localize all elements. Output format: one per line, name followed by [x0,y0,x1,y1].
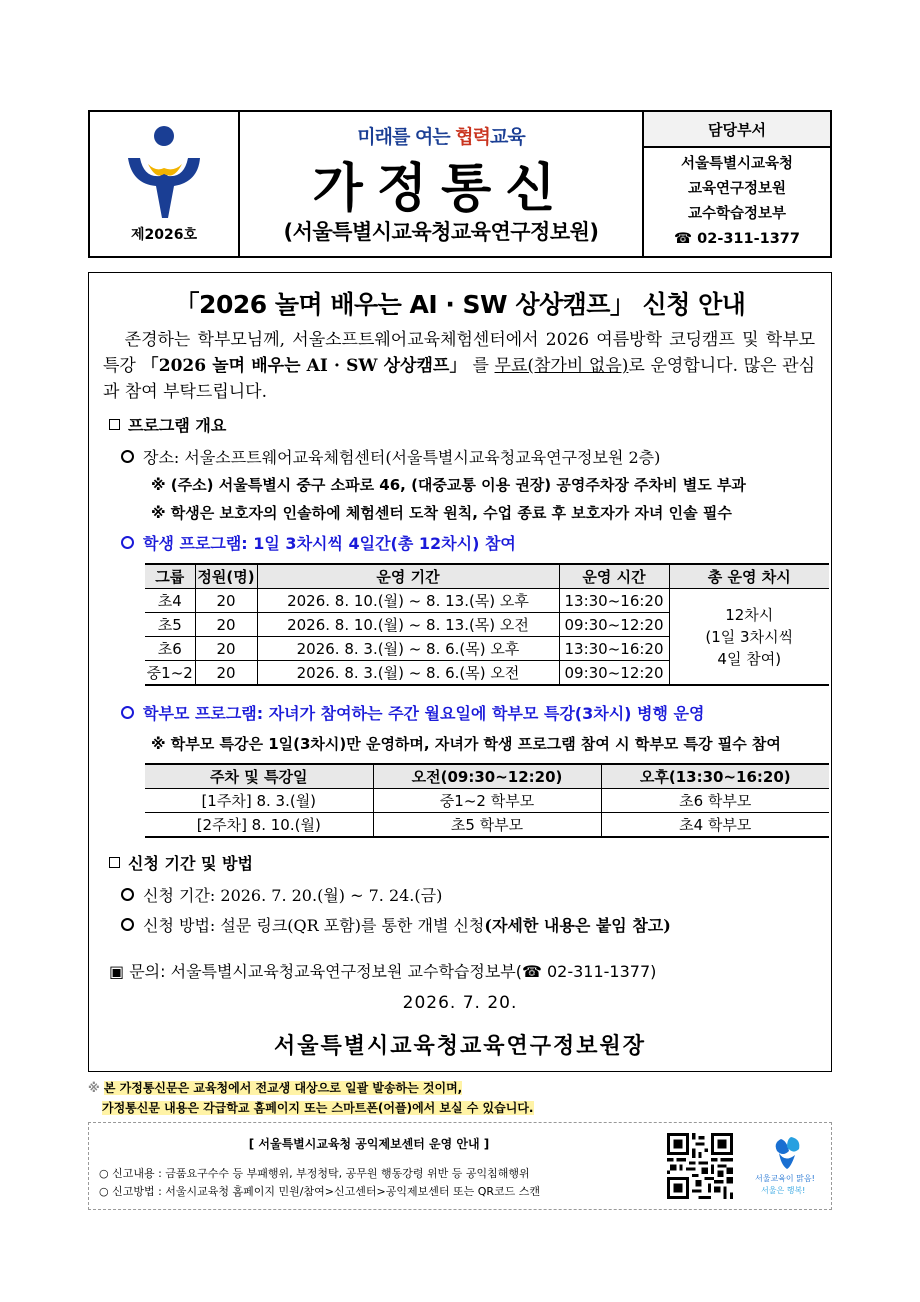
table-cell: 20 [195,637,257,661]
dept-line: 교수학습정보부 [687,206,787,222]
header [88,110,832,258]
place-line [121,445,660,468]
issue-date: 2026. 7. 20. [402,993,518,1013]
dept-phone-number: 02-311-1377 [697,231,800,247]
seoul-education-logo [122,124,206,220]
table-row [145,589,829,613]
total-line: 4일 참여) [717,649,782,668]
slogan-part3: 교육 [490,126,525,148]
apply-period-text: 신청 기간: 2026. 7. 20.(월) ~ 7. 24.(금) [143,886,443,905]
dept-line: 교육연구정보원 [687,181,787,197]
table-cell: 20 [195,613,257,637]
column-header: 그룹 [145,564,195,589]
table-cell: 20 [195,589,257,613]
intro-text: 를 [466,356,495,376]
table-cell: 초6 [145,637,195,661]
parent-schedule-table [145,763,829,838]
apply-method-line [121,913,671,936]
contact-line [109,959,656,982]
section-heading: 프로그램 개요 [128,416,227,435]
table-header-row [145,764,829,789]
table-cell: 09:30~12:20 [559,613,669,637]
department-cell [644,112,830,256]
footnote-text: 가정통신문 내용은 각급학교 홈페이지 또는 스마트폰(어플)에서 보실 수 있습니다. [102,1101,534,1115]
whistleblower-line: ○ 신고방법 : 서울시교육청 홈페이지 민원/참여>신고센터>공익제보센터 또는 QR코드 스캔 [99,1185,540,1198]
title-cell [240,112,644,256]
note-mark: ※ [88,1081,100,1095]
logo-cell [90,112,240,256]
column-header: 운영 시간 [559,564,669,589]
parent-program-line [121,701,704,724]
square-bullet-icon [109,857,120,868]
apply-period-line [121,883,442,906]
camp-name: 「2026 놀며 배우는 AI · SW 상상캠프」 [141,356,467,376]
distribution-footnote [88,1078,534,1118]
total-line: 12차시 [725,605,774,624]
qr-code[interactable] [667,1133,733,1199]
table-cell: 초5 학부모 [373,813,601,838]
circle-bullet-icon [121,888,134,901]
table-cell: 20 [195,661,257,686]
dept-phone [644,227,830,252]
notice-title: 「2026 놀며 배우는 AI · SW 상상캠프」 신청 안내 [174,290,746,319]
table-cell: 초4 [145,589,195,613]
parent-lecture-note: ※ 학부모 특강은 1일(3차시)만 운영하며, 자녀가 학생 프로그램 참여 시 학부모 특강 필수 참여 [151,735,781,753]
address-note: ※ (주소) 서울특별시 중구 소파로 46, (대중교통 이용 권장) 공영주차장 주차비 별도 부과 [151,476,746,494]
mascot-logo [751,1133,821,1199]
free-notice: 무료(참가비 없음) [494,356,629,376]
newsletter-title: 가정통신 [312,159,570,219]
footnote-text: 본 가정통신문은 교육청에서 전교생 대상으로 일괄 발송하는 것이며, [103,1081,463,1095]
table-cell: [1주차] 8. 3.(월) [145,789,373,813]
circle-bullet-icon [121,536,134,549]
notice-body [88,272,832,1072]
footnote-line [88,1078,534,1098]
column-header: 운영 기간 [257,564,559,589]
column-header: 오후(13:30~16:20) [601,764,829,789]
table-cell: 2026. 8. 10.(월) ~ 8. 13.(목) 오후 [257,589,559,613]
table-row [145,813,829,838]
intro-paragraph [103,327,815,405]
student-program-text: 학생 프로그램: 1일 3차시씩 4일간(총 12차시) 참여 [143,534,516,553]
table-cell: 13:30~16:20 [559,589,669,613]
total-sessions-cell [669,589,829,686]
section-apply [109,851,253,874]
table-cell: 09:30~12:20 [559,661,669,686]
issue-number: 제2026호 [130,227,197,243]
department-info [644,152,830,252]
column-header: 정원(명) [195,564,257,589]
circle-bullet-icon [121,706,134,719]
department-label: 담당부서 [644,112,830,148]
table-cell: 초4 학부모 [601,813,829,838]
whistleblower-title: [ 서울특별시교육청 공익제보센터 운영 안내 ] [248,1137,490,1151]
slogan [240,122,642,149]
table-cell: 초6 학부모 [601,789,829,813]
apply-method-ref: (자세한 내용은 붙임 참고) [484,916,671,935]
intro-text: 로 운영합니다. 많은 관심과 참여 부탁드립니다. [103,356,815,402]
signer: 서울특별시교육청교육연구정보원장 [273,1033,647,1059]
table-row [145,789,829,813]
contact-icon: ▣ [109,962,125,981]
place-text: 장소: 서울소프트웨어교육체험센터(서울특별시교육청교육연구정보원 2층) [143,448,661,467]
section-program-overview [109,413,226,436]
table-cell: 2026. 8. 3.(월) ~ 8. 6.(목) 오후 [257,637,559,661]
parent-program-text: 학부모 프로그램: 자녀가 참여하는 주간 월요일에 학부모 특강(3차시) 병행 운영 [143,704,705,723]
intro-text: 존경하는 학부모님께, 서울소프트웨어교육체험센터에서 2026 여름방학 코딩캠프 및 학부모 특강 [103,330,815,376]
dept-line: 서울특별시교육청 [680,156,794,172]
mascot-text: 서울은 행복! [761,1186,806,1195]
mascot-text: 서울교육이 맑음! [755,1174,815,1183]
square-bullet-icon [109,419,120,430]
whistleblower-box [88,1122,832,1210]
table-header-row [145,564,829,589]
phone-icon: ☎ [674,231,693,247]
student-program-line [121,531,516,554]
table-cell: 초5 [145,613,195,637]
guardian-note: ※ 학생은 보호자의 인솔하에 체험센터 도착 원칙, 수업 종료 후 보호자가 자녀 인솔 필수 [151,504,732,522]
table-cell: 중1~2 [145,661,195,686]
apply-method-text: 신청 방법: 설문 링크(QR 포함)를 통한 개별 신청 [143,916,485,935]
newsletter-subtitle: (서울특별시교육청교육연구정보원) [283,220,599,244]
column-header: 오전(09:30~12:20) [373,764,601,789]
circle-bullet-icon [121,918,134,931]
slogan-part2: 협력 [455,126,490,148]
slogan-part1: 미래를 여는 [357,126,456,148]
contact-text: 문의: 서울특별시교육청교육연구정보원 교수학습정보부(☎ 02-311-1377) [129,962,657,981]
whistleblower-line: ○ 신고내용 : 금품요구수수 등 부패행위, 부정청탁, 공무원 행동강령 위반 등 공익침해행위 [99,1167,530,1180]
footnote-line [88,1098,534,1118]
table-cell: 중1~2 학부모 [373,789,601,813]
table-cell: 2026. 8. 10.(월) ~ 8. 13.(목) 오전 [257,613,559,637]
table-cell: 2026. 8. 3.(월) ~ 8. 6.(목) 오전 [257,661,559,686]
table-cell: 13:30~16:20 [559,637,669,661]
column-header: 주차 및 특강일 [145,764,373,789]
column-header: 총 운영 차시 [669,564,829,589]
circle-bullet-icon [121,450,134,463]
student-schedule-table [145,563,829,686]
total-line: (1일 3차시씩 [705,627,794,646]
table-cell: [2주차] 8. 10.(월) [145,813,373,838]
section-heading: 신청 기간 및 방법 [128,854,253,873]
